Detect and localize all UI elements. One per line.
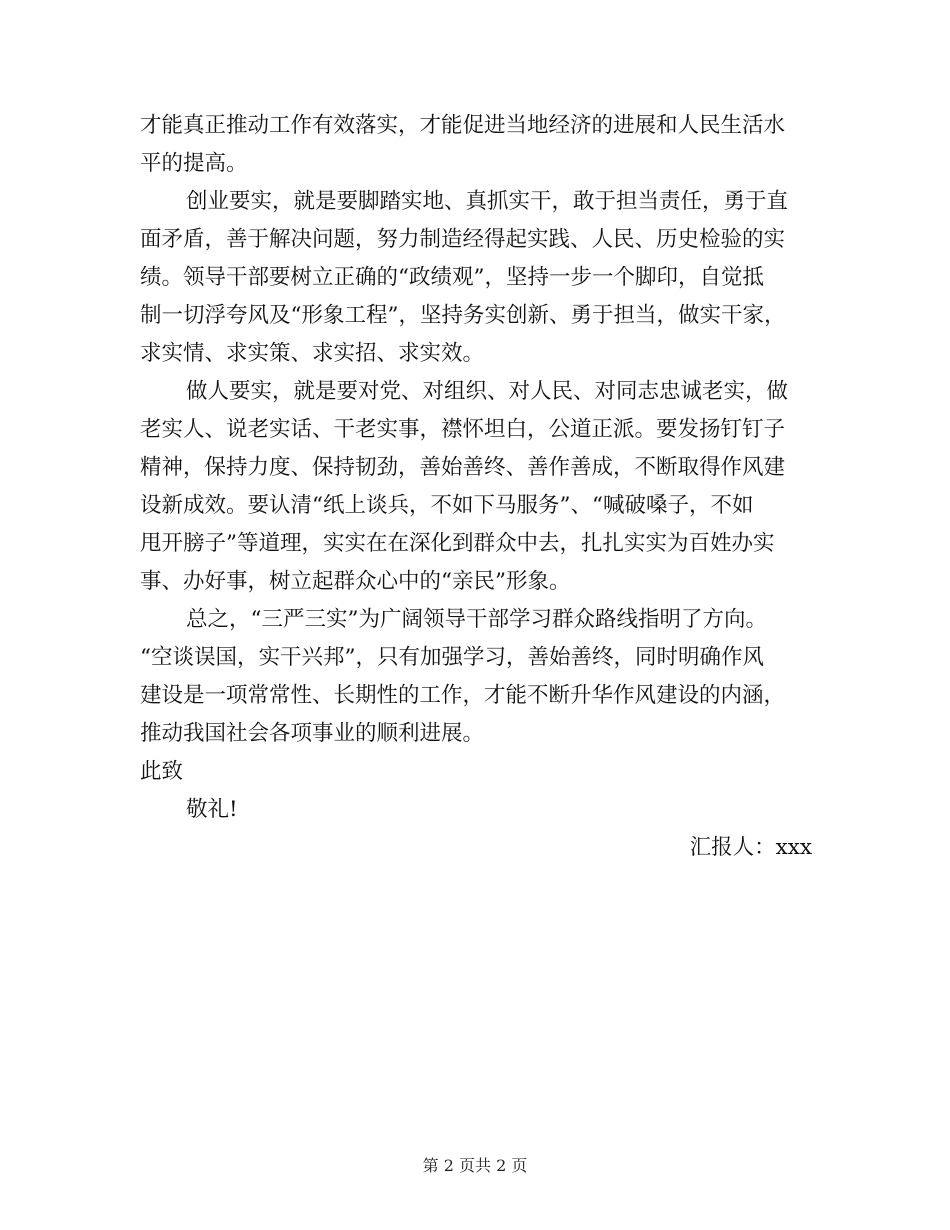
- paragraph-zuoren: [140, 373, 812, 601]
- text-line: “空谈误国，实干兴邦”，只有加强学习，善始善终，同时明确作风: [140, 645, 764, 670]
- text-line: 创业要实，就是要脚踏实地、真抓实干，敢于担当责任，勇于直: [186, 189, 789, 214]
- text-line: 才能真正推动工作有效落实，才能促进当地经济的进展和人民生活水: [140, 113, 786, 138]
- text-line: 总之，“三严三实”为广阔领导干部学习群众路线指明了方向。: [186, 607, 767, 632]
- text-line: 面矛盾，善于解决问题，努力制造经得起实践、人民、历史检验的实: [140, 227, 786, 252]
- text-line: 设新成效。要认清“纸上谈兵，不如下马服务”、“喊破嗓子，不如: [140, 493, 754, 518]
- text-line: 推动我国社会各项事业的顺利进展。: [140, 721, 485, 746]
- signature-text: 汇报人：xxx: [689, 835, 812, 860]
- text-line: 制一切浮夸风及“形象工程”，坚持务实创新、勇于担当，做实干家，: [140, 303, 786, 328]
- salutation-text: 敬礼!: [186, 797, 238, 822]
- page-number-footer: 第 2 页共 2 页: [422, 1156, 528, 1175]
- text-line: 老实人、说老实话、干老实事，襟怀坦白，公道正派。要发扬钉钉子: [140, 417, 786, 442]
- text-line: 事、办好事，树立起群众心中的“亲民”形象。: [140, 569, 571, 594]
- paragraph-chuangye: [140, 183, 812, 373]
- paragraph-zongzhi: [140, 601, 812, 753]
- text-line: 精神，保持力度、保持韧劲，善始善终、善作善成，不断取得作风建: [140, 455, 786, 480]
- text-line: 绩。领导干部要树立正确的“政绩观”，坚持一步一个脚印，自觉抵: [140, 265, 764, 290]
- text-line: 甩开膀子”等道理，实实在在深化到群众中去，扎扎实实为百姓办实: [140, 531, 775, 556]
- closing-text: 此致: [140, 759, 184, 784]
- text-line: 建设是一项常常性、长期性的工作，才能不断升华作风建设的内涵，: [140, 683, 786, 708]
- document-body: [140, 107, 812, 867]
- text-line: 求实情、求实策、求实招、求实效。: [140, 341, 485, 366]
- text-line: 平的提高。: [140, 151, 248, 176]
- text-line: 做人要实，就是要对党、对组织、对人民、对同志忠诚老实，做: [186, 379, 789, 404]
- paragraph-continuation: [140, 107, 812, 183]
